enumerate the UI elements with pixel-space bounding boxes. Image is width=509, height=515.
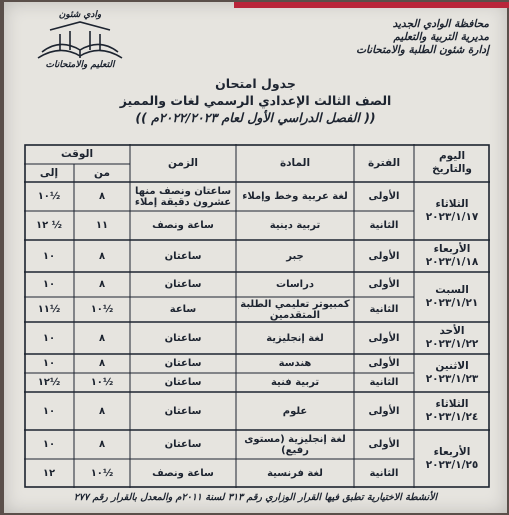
day-name: الاثنين: [435, 360, 469, 372]
period-cell: الثانية: [369, 377, 399, 388]
period-cell: الأولى: [368, 332, 400, 344]
day-date: ٢٠٢٣/١/٢٥: [425, 459, 479, 471]
period-cell: الثانية: [369, 220, 399, 231]
ministry-logo: [30, 10, 130, 78]
to-cell: ١٠: [42, 250, 56, 262]
from-cell: ١٠½: [90, 377, 114, 388]
from-cell: ١١: [95, 220, 109, 231]
subject-cell: دراسات: [276, 279, 314, 290]
duration-cell: ساعتان: [164, 250, 202, 262]
day-cell: [414, 182, 490, 240]
day-date: ٢٠٢٣/١/١٧: [425, 211, 479, 223]
logo-top-text: وادي شئون: [58, 10, 102, 20]
to-cell: ١٠: [42, 439, 56, 450]
logo-bottom-text: التعليم والامتحانات: [45, 60, 115, 70]
day-date: ٢٠٢٣/١/١٨: [425, 256, 479, 268]
period-cell: الأولى: [368, 358, 400, 369]
header-to: إلى: [39, 166, 59, 179]
duration-cell: ساعة ونصف: [152, 220, 214, 231]
day-cell: [414, 354, 490, 392]
subject-cell: لغة إنجليزية (مستوى رفيع): [244, 433, 346, 456]
duration-cell: ساعتان: [164, 358, 202, 369]
subject-cell: تربية فنية: [270, 377, 320, 388]
from-cell: ٨: [98, 250, 106, 262]
header-period: الفترة: [367, 156, 401, 169]
day-cell: [414, 322, 490, 354]
duration-cell: ساعتان: [164, 377, 202, 388]
day-cell: [414, 430, 490, 488]
header-day-date-line: اليوم: [438, 150, 466, 162]
subject-cell: لغة إنجليزية: [266, 332, 324, 344]
day-date: ٢٠٢٣/١/٢٤: [425, 411, 479, 423]
org-line-department: إدارة شئون الطلبة والامتحانات: [356, 44, 489, 56]
day-name: الثلاثاء: [435, 398, 469, 410]
from-cell: ٨: [98, 405, 106, 417]
to-cell: ١٠: [42, 279, 56, 290]
subject-cell: لغة عربية وخط وإملاء: [242, 191, 348, 202]
from-cell: ٨: [98, 439, 106, 450]
day-name: الأربعاء: [433, 446, 471, 458]
header-time: الوقت: [60, 147, 94, 160]
day-name: الأربعاء: [433, 243, 471, 255]
duration-cell: ساعة: [169, 304, 197, 315]
duration-cell: ساعتان: [164, 332, 202, 344]
to-cell: ١٠: [42, 405, 56, 417]
from-cell: ٨: [98, 191, 106, 202]
day-date: ٢٠٢٣/١/٢٣: [425, 373, 479, 385]
to-cell: ١٢ ½: [35, 220, 63, 231]
organization-block: [289, 18, 489, 57]
period-cell: الثانية: [369, 468, 399, 479]
day-name: الأحد: [439, 325, 465, 337]
from-cell: ١٠½: [90, 468, 114, 479]
to-cell: ١٢½: [37, 377, 61, 388]
subject-cell: لغة فرنسية: [267, 468, 323, 479]
duration-cell: ساعتان: [164, 279, 202, 290]
duration-cell: ساعتان ونصف منها عشرون دقيقة إملاء: [134, 185, 232, 208]
subject-cell: علوم: [282, 405, 308, 417]
subject-cell: هندسة: [278, 358, 312, 369]
period-cell: الثانية: [369, 304, 399, 315]
to-cell: ١٠: [42, 332, 56, 344]
day-date: ٢٠٢٣/١/٢٢: [425, 338, 479, 350]
to-cell: ١١½: [37, 304, 61, 315]
header-subject: المادة: [279, 156, 311, 169]
org-line-directorate: مديرية التربية والتعليم: [393, 31, 489, 43]
to-cell: ١٠½: [37, 191, 61, 202]
subject-cell: تربية دينية: [269, 220, 321, 231]
footer-note: الأنشطة الاختيارية تطبق فيها القرار الوزاري رقم ٣١٣ لسنة ٢٠١١م والمعدل بالقرار رقم ٢٧٧: [73, 492, 438, 503]
day-cell: [414, 392, 490, 430]
from-cell: ٨: [98, 358, 106, 369]
duration-cell: ساعتان: [164, 405, 202, 417]
day-cell: [414, 272, 490, 322]
schedule-title: جدول امتحان: [215, 76, 296, 91]
day-name: الثلاثاء: [435, 198, 469, 210]
header-day-date-line: والتاريخ: [432, 163, 472, 175]
semester-title: (( الفصل الدراسي الأول لعام ٢٠٢٢/٢٠٢٣م )): [135, 110, 376, 125]
period-cell: الأولى: [368, 191, 400, 202]
org-line-governorate: محافظة الوادي الجديد: [392, 18, 489, 30]
day-name: السبت: [435, 284, 469, 296]
day-cell: [414, 240, 490, 272]
period-cell: الأولى: [368, 405, 400, 417]
period-cell: الأولى: [368, 250, 400, 262]
period-cell: الأولى: [368, 279, 400, 290]
from-cell: ٨: [98, 332, 106, 344]
header-from: من: [94, 166, 110, 179]
schedule-titles: [4, 76, 507, 126]
from-cell: ٨: [98, 279, 106, 290]
day-date: ٢٠٢٣/١/٢١: [425, 297, 479, 309]
duration-cell: ساعتان: [164, 439, 202, 450]
exam-table: [24, 144, 490, 488]
subject-cell: كمبيوتر تعليمي الطلبة المتقدمين: [240, 298, 350, 321]
duration-cell: ساعة ونصف: [152, 468, 214, 479]
exam-schedule-paper: [4, 2, 507, 513]
page-header: [4, 8, 507, 76]
to-cell: ١٠: [42, 358, 56, 369]
subject-cell: جبر: [286, 250, 304, 262]
from-cell: ١٠½: [90, 304, 114, 315]
header-duration: الزمن: [167, 156, 199, 169]
grade-title: الصف الثالث الإعدادي الرسمي لغات والمميز: [119, 93, 392, 108]
period-cell: الأولى: [368, 439, 400, 450]
to-cell: ١٢: [42, 468, 56, 479]
header-day-date: [414, 144, 490, 182]
